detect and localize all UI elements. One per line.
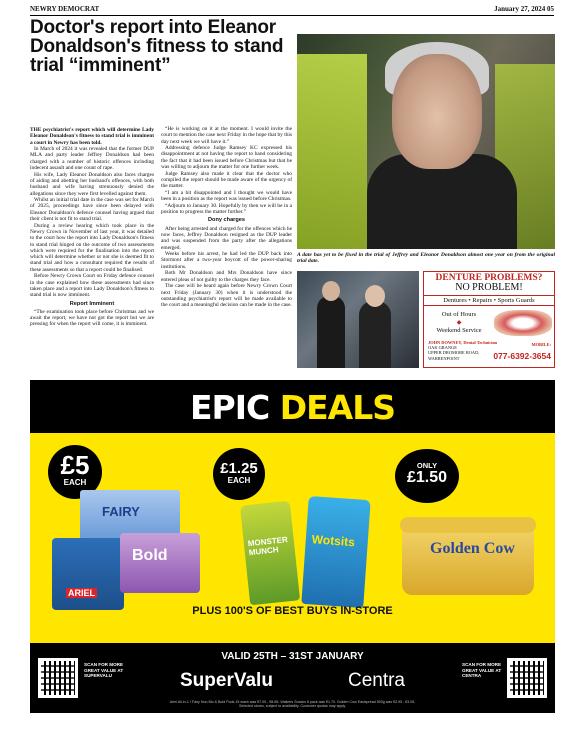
dental-hours [428,311,490,335]
tub-lid [400,517,536,533]
dental-name: JOHN DOWNEY, Dental Technician [428,340,498,345]
address-line: WARRENPOINT [428,355,460,361]
price-only: ONLY [416,461,438,470]
paragraph: Both Mr Donaldson and Mrs Donaldson have since entered pleas of not guilty to the charges they face. [161,270,292,283]
mobile-number[interactable]: 077-6392-3654 [493,351,551,361]
bold-product [120,533,200,593]
photo-face [392,54,482,169]
secondary-photo [297,271,419,368]
epic-deals-title [30,388,555,427]
weekend-service: Weekend Service [436,327,482,334]
price-badge-125 [213,448,265,500]
qr-code-supervalu[interactable] [38,658,78,698]
monster-munch-product [240,501,300,606]
fine-print-line: Selected stores, subject to availability. Customer quotas may apply. [239,704,346,709]
paragraph: The case will be heard again before Newry Crown Court next Friday (January 30) when it is understood the outstanding psychiatrist's report will be made available to the court and a meaningful decision can be made in the case. [161,283,292,309]
photo-person-2 [359,301,391,368]
date-page: January 27, 2024 05 [494,5,554,13]
golden-cow-label: Golden Cow [430,540,515,557]
address-line: UPPER DROMORE ROAD, [428,350,480,356]
wotsits-label: Wotsits [311,532,356,550]
paragraph: “Adjourn to January 30. Hopefully by then we will be in a position to progress the matter further.” [161,202,292,216]
scan-supervalu-text: SCAN FOR MORE GREAT VALUE AT SUPERVALU [84,662,124,679]
subheading-report-imminent: Report Imminent [69,300,115,307]
paragraph: In March of 2024 it was revealed that the former DUP MLA and party leader Jeffrey Donaldson had been charged with a number of historic offences including indecent assault and one count of rape. [30,146,154,172]
supervalu-logo: SuperValu [180,670,273,691]
paragraph: Whilst an initial trial date in the case was set for March of 2025, proceedings have since been delayed with Eleanor Donaldson's defence counsel having argued that their client is not fit to stand trial. [30,197,154,223]
centra-logo: Centra [347,670,405,691]
dental-title: DENTURE PROBLEMS? [435,273,543,283]
deals-word: DEALS [279,388,395,427]
monster-munch-label: MONSTER MUNCH [247,535,289,558]
qr-code-centra[interactable] [507,658,547,698]
article-intro: THE psychiatrist's report which will determine Lady Eleanor Donaldson's fitness to stand trial is imminent a court in Newry has been told. [30,127,154,146]
supermarket-advert[interactable] [30,380,555,713]
paragraph: “He is working on it at the moment. I would invite the court to mention the case next Friday in the hope that by this day next week we will have it.” [161,126,292,145]
paragraph: “The examination took place before Christmas and we await the report, we have not got the report but we are pressing for when the report will come, it is imminent. [30,308,154,328]
price-value: £5 [60,450,90,480]
price-value: £1.50 [406,469,448,486]
paragraph: His wife, Lady Eleanor Donaldson also faces charges of aiding and abetting her husband's offences, with both husband and wife having strenuously denied the allegations since they were first levelled against them. [30,171,154,197]
paragraph: “I am a bit disappointed and I thought we would have been in a position as the report was issued before Christmas. [161,189,292,203]
out-of-hours: Out of Hours [441,311,477,318]
main-photo [297,34,555,249]
scan-centra-text: SCAN FOR MORE GREAT VALUE AT CENTRA [462,662,502,679]
wotsits-product [301,496,370,608]
dental-subtitle: NO PROBLEM! [455,282,523,293]
price-each: EACH [227,476,251,485]
article-column-2 [161,126,292,372]
photo-caption: A date has yet to be fixed in the trial of Jeffrey and Eleanor Donaldson almost one year on from the original trial date. [297,252,555,265]
photo-head-2 [365,285,385,307]
validity-dates: VALID 25TH – 31ST JANUARY [221,651,364,662]
diamond-icon: ◆ [456,320,462,326]
address-line: OAK GRANGE [428,345,457,351]
fine-print-line: Ariel All-in-1 / Fairy Non Bio & Bold Pods 15 wash was €7.00 - €8.85. Walkers Snacks 6 pack was €1.70. Golden Cow Easispread 500g was €2.95 - €3.05. [169,700,416,704]
paragraph: Judge Ramsey also made it clear that the doctor who compiled the report should be made aware of the urgency of the matter. [161,170,292,190]
paragraph: After being arrested and charged for the offences which he now faces, Jeffrey Donaldson resigned as the DUP leader and was suspended from the party after the allegations emerged. [161,225,292,251]
dental-services: Dentures • Repairs • Sports Guards [424,295,554,306]
fairy-label: FAIRY [102,504,140,519]
bold-label: Bold [132,547,168,564]
price-badge-150 [395,449,459,503]
paragraph: Addressing defence Judge Ramsey KC expressed his disappointment at not having the report to hand considering the fact that it had been issued before Christmas but that he was willing to adjourn the matter for one further week. [161,145,292,171]
mobile-label: MOBILE: [531,342,551,347]
paragraph: Before Newry Crown Court on Friday defence counsel in the case explained how these assessments had since taken place and a report into Lady Donaldson's fitness to stand trial is now imminent. [30,273,154,299]
smile-image [494,310,552,336]
golden-cow-product [402,523,534,595]
photo-person-1 [317,296,345,368]
best-buys-banner: PLUS 100'S OF BEST BUYS IN-STORE [192,605,393,617]
ariel-label: ARIEL [68,588,95,598]
paragraph: Weeks before his arrest, he had led the DUP back into Stormont after a two-year boycott of the power-sharing institutions. [161,251,292,270]
masthead [30,4,554,16]
photo-officer-left [297,54,367,249]
article-column-1 [30,127,154,372]
ariel-product [52,538,124,610]
dental-advert[interactable] [423,271,555,368]
epic-word: EPIC [189,388,270,427]
photo-head-1 [322,281,340,301]
price-each: EACH [63,478,87,487]
subheading-dony-charges: Dony charges [208,217,245,224]
paper-name: NEWRY DEMOCRAT [30,5,100,13]
price-value: £1.25 [220,460,258,477]
fine-print [30,700,555,709]
headline: Doctor's report into Eleanor Donaldson's fitness to stand trial “imminent” [30,17,284,76]
paragraph: During a review hearing which took place in the Newry Crown in November of last year, it was detailed to the court how the report into Lady Donaldson's fitness to stand trial hinged on the outcome of two assessments which were required for the finalisation into the report which will determine whether or not she is deemed fit to stand trial and how a consultant required the results of these assessments so that a report could be finalised. [30,222,154,273]
